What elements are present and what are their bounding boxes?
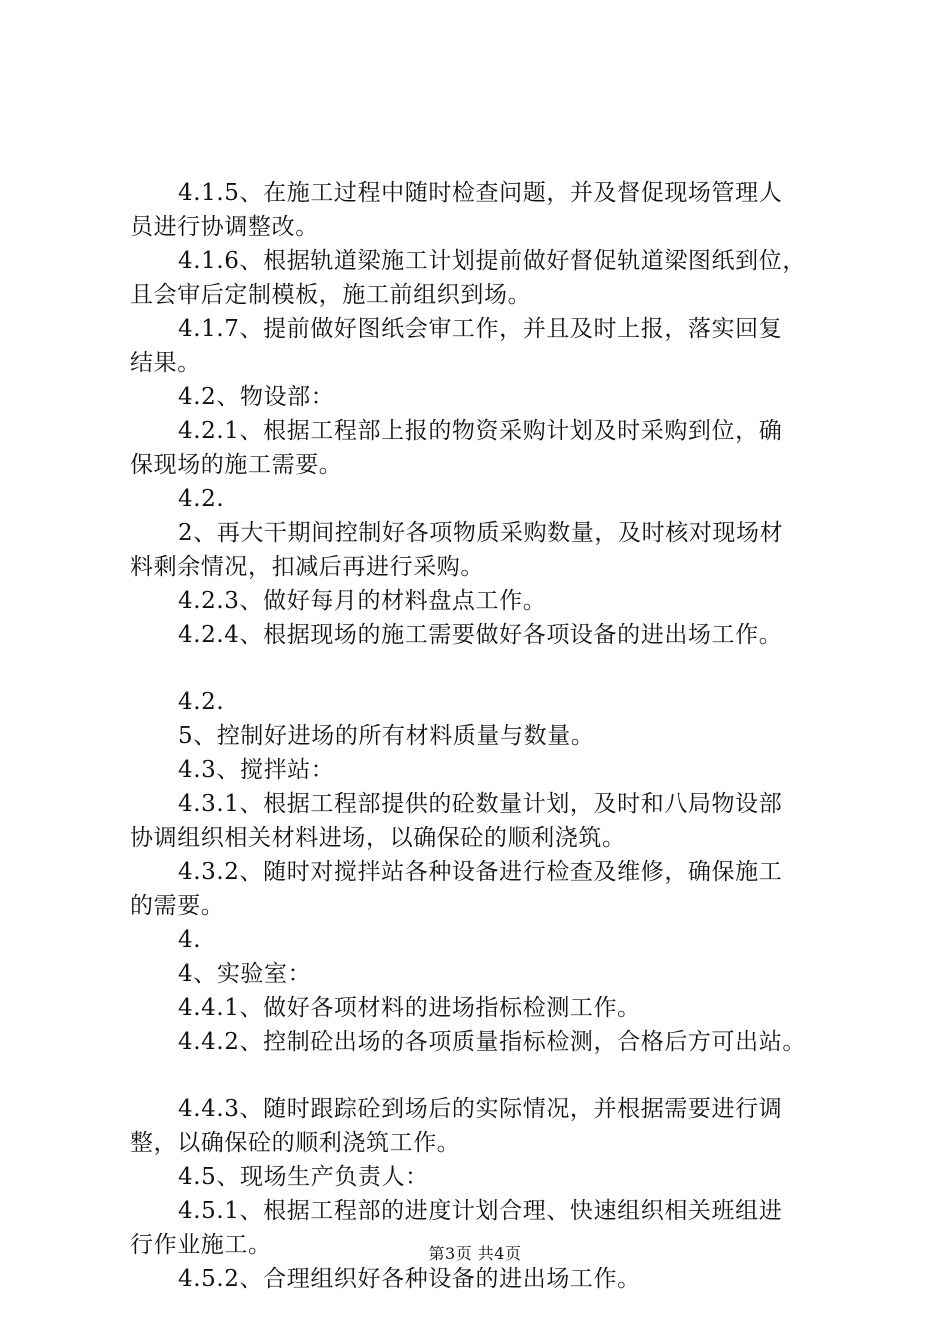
paragraph-line: 4.3.1、根据工程部提供的砼数量计划，及时和八局物设部 <box>178 791 783 817</box>
paragraph-line: 4.1.7、提前做好图纸会审工作，并且及时上报，落实回复 <box>178 316 783 342</box>
section-heading: 4.5、现场生产负责人： <box>178 1164 429 1190</box>
paragraph-line: 4. <box>178 927 202 953</box>
paragraph-line: 4.4.2、控制砼出场的各项质量指标检测，合格后方可出站。 <box>178 1029 806 1055</box>
document-body <box>130 176 842 1296</box>
blank-line <box>130 652 842 685</box>
paragraph-line: 协调组织相关材料进场，以确保砼的顺利浇筑。 <box>130 825 626 851</box>
paragraph-line: 且会审后定制模板，施工前组织到场。 <box>130 282 532 308</box>
paragraph-line: 4.1.5、在施工过程中随时检查问题，并及督促现场管理人 <box>178 180 783 206</box>
section-heading: 4、实验室： <box>178 961 312 987</box>
section-heading: 4.2、物设部： <box>178 384 335 410</box>
paragraph-line: 4.2.3、做好每月的材料盘点工作。 <box>178 588 547 614</box>
paragraph-line: 4.2. <box>178 486 225 512</box>
paragraph-line: 4.2. <box>178 689 225 715</box>
paragraph-line: 4.5.2、合理组织好各种设备的进出场工作。 <box>178 1266 641 1292</box>
section-heading: 4.3、搅拌站： <box>178 757 335 783</box>
paragraph-line: 4.3.2、随时对搅拌站各种设备进行检查及维修，确保施工 <box>178 859 783 885</box>
paragraph-line: 4.2.1、根据工程部上报的物资采购计划及时采购到位，确 <box>178 418 783 444</box>
paragraph-line: 4.2.4、根据现场的施工需要做好各项设备的进出场工作。 <box>178 622 783 648</box>
page-number-footer: 第3页 共4页 <box>428 1244 522 1263</box>
paragraph-line: 4.4.1、做好各项材料的进场指标检测工作。 <box>178 995 641 1021</box>
paragraph-line: 4.1.6、根据轨道梁施工计划提前做好督促轨道梁图纸到位， <box>178 248 806 274</box>
paragraph-line: 4.4.3、随时跟踪砼到场后的实际情况，并根据需要进行调 <box>178 1096 783 1122</box>
paragraph-line: 整，以确保砼的顺利浇筑工作。 <box>130 1130 461 1156</box>
paragraph-line: 料剩余情况，扣减后再进行采购。 <box>130 554 484 580</box>
paragraph-line: 员进行协调整改。 <box>130 214 319 240</box>
paragraph-line: 结果。 <box>130 350 201 376</box>
paragraph-line: 5、控制好进场的所有材料质量与数量。 <box>178 723 595 749</box>
paragraph-line: 的需要。 <box>130 893 225 919</box>
blank-line <box>130 1059 842 1092</box>
paragraph-line: 2、再大干期间控制好各项物质采购数量，及时核对现场材 <box>178 520 784 546</box>
paragraph-line: 保现场的施工需要。 <box>130 452 343 478</box>
paragraph-line: 4.5.1、根据工程部的进度计划合理、快速组织相关班组进 <box>178 1198 783 1224</box>
paragraph-line: 行作业施工。 <box>130 1232 272 1258</box>
